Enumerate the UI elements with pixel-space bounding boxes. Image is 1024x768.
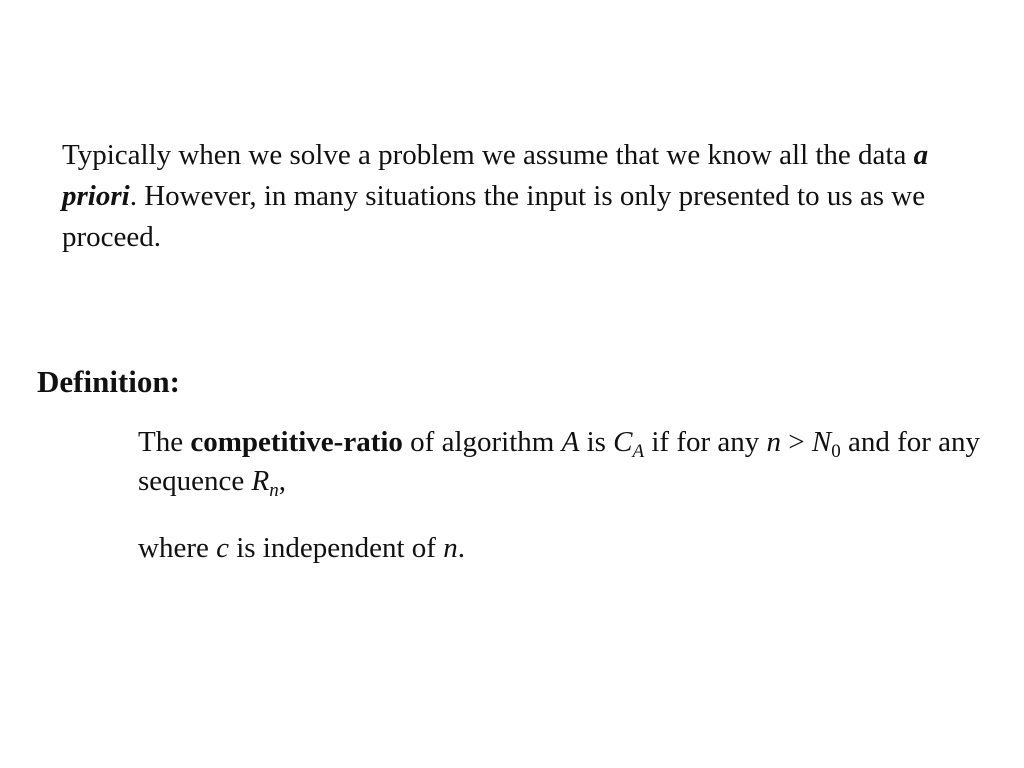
def-N-subscript: 0: [831, 441, 841, 462]
def-N-symbol: N: [811, 426, 832, 458]
def-term-competitive-ratio: competitive-ratio: [190, 426, 403, 458]
def-n-symbol: n: [766, 426, 782, 458]
intro-paragraph: [62, 135, 992, 258]
where-n-symbol: n: [443, 532, 458, 564]
definition-statement: [138, 423, 998, 501]
intro-text-part1: Typically when we solve a problem we assume that we know all the data: [62, 139, 914, 171]
def-and-for-any-sequence: and for any sequence: [138, 426, 981, 497]
definition-where-clause: [138, 529, 465, 568]
def-algorithm-symbol: A: [561, 426, 580, 458]
def-if-for-any: if for any: [644, 426, 767, 458]
intro-text-part2: . However, in many situations the input is only presented to us as we proceed.: [62, 180, 926, 253]
def-is: is: [579, 426, 614, 458]
def-greater-than: >: [781, 426, 812, 458]
def-comma: ,: [278, 465, 286, 497]
def-R-symbol: R: [251, 465, 270, 497]
where-c-symbol: c: [216, 532, 229, 564]
def-the: The: [138, 426, 191, 458]
def-ratio-symbol: C: [613, 426, 633, 458]
def-R-subscript: n: [269, 480, 279, 501]
definition-heading: Definition:: [37, 364, 180, 399]
where-middle: is independent of: [228, 532, 444, 564]
intro-emphasis-a-priori: a priori: [62, 139, 929, 212]
def-of-algorithm: of algorithm: [402, 426, 562, 458]
def-ratio-subscript: A: [632, 441, 645, 462]
where-period: .: [457, 532, 465, 564]
where-prefix: where: [138, 532, 217, 564]
